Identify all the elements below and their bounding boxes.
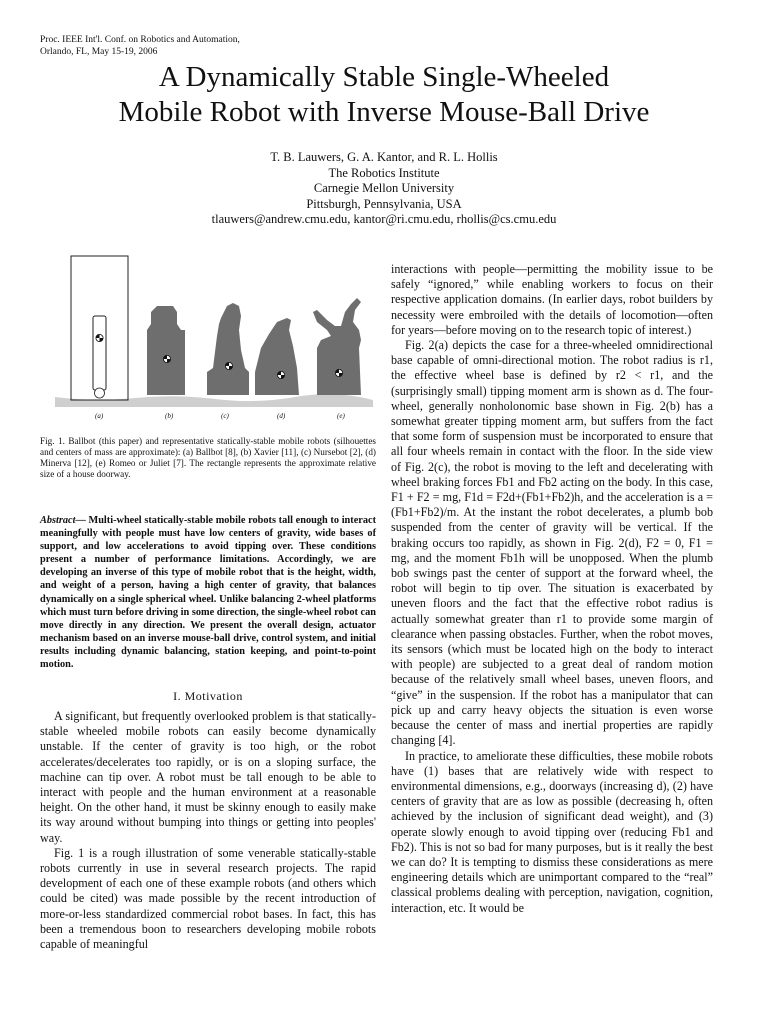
section-heading-motivation <box>40 689 376 704</box>
nursebot-silhouette <box>207 303 249 395</box>
paragraph-fig2-discussion: Fig. 2(a) depicts the case for a three-wheeled omnidirectional base capable of omni-directional motion. The robot radius is r1, the effective wheel base is defined by r2 < r1, and the (surprisingly small) tipping moment arm is shown as d. The four-wheel, generally nonholonomic base shown in Fig. 2(b) has a somewhat greater tipping moment arm, but suffers from the fact that some form of suspension must be incorporated to ensure that all four wheels remain in contact with the floor. In the side view of Fig. 2(c), the robot is moving to the left and decelerating with wheel braking forces Fb1 and Fb2 acting on the body. In this case, F1 + F2 = mg, F1d = F2d+(Fb1+Fb2)h, and the acceleration is a = (Fb1+Fb2)/m. At the instant the robot decelerates, a plumb bob suspended from the center of gravity will be vertical. If the braking occurs too rapidly, as shown in Fig. 2(d), F2 = 0, F1 = mg, and the moment Fb1h will be unopposed. When the plumb bob swings past the center of support at the forward wheel, the robot will begin to tip over. The situation is exacerbated by uneven floors and the fact that the effective robot radius is actually somewhat greater than r1 to provide some margin of clearance when passing obstacles. Further, when the robot moves, its sensors (which must be located high on the body to interact with people) are subjected to a great deal of random motion because of the relatively small wheel bases, uneven floors, and “give” in the suspension. If the robot has a manipulator that can pick up and carry heavy objects the situation is even worse because the center of mass and inertial properties are rapidly changing [4]. <box>391 338 713 748</box>
conference-line-2: Orlando, FL, May 15-19, 2006 <box>40 47 158 57</box>
nursebot-center-of-mass <box>225 362 232 369</box>
paragraph-in-practice: In practice, to ameliorate these difficulties, these mobile robots have (1) bases that are relatively wide with respect to environmental dimensions, e.g., doorways (increasing d), (2) have centers of gravity that are as low as possible (decreasing h, often achieved by the inclusion of significant dead weight), and (3) operate slowly enough to avoid tipping over (reducing Fb1 and Fb2). This is not so bad for many purposes, but is it really the best we can do? It is tempting to dismiss these considerations as mere engineering details which are unimportant compared to the “real” classical problems dealing with perception, navigation, cognition, interaction, etc. It would be <box>391 748 713 915</box>
conference-line-1: Proc. IEEE Int'l. Conf. on Robotics and Automation, <box>40 35 240 45</box>
author-location: Pittsburgh, Pennsylvania, USA <box>306 196 462 211</box>
paragraph-motivation-1: A significant, but frequently overlooked problem is that statically-stable wheeled mobile robots can easily become dynamically unstable. If the center of gravity is too high, or the robot accelerates/decelerates too rapidly, or is on a sloping surface, the machine can tip over. A robot must be tall enough to be able to interact with people and the human environment at a reasonable height. On the other hand, it must be skinny enough to easily make its way around without bumping into things or getting into peoples' way. <box>40 709 376 845</box>
ballbot-ball <box>95 388 105 398</box>
author-emails: tlauwers@andrew.cmu.edu, kantor@ri.cmu.edu, rhollis@cs.cmu.edu <box>211 212 557 226</box>
figure-label-e: (e) <box>337 412 345 420</box>
title-line-1: A Dynamically Stable Single-Wheeled <box>158 61 610 93</box>
left-column <box>40 709 376 952</box>
conference-header <box>40 34 240 58</box>
figure-1-caption: Fig. 1. Ballbot (this paper) and representative statically-stable mobile robots (silhouettes and centers of mass are approximate): (a) Ballbot [8], (b) Xavier [11], (c) Nursebot [2], (d) Minerva [12], (e) Romeo or Juliet [7]. The rectangle represents the approximate relative size of a house doorway. <box>40 436 376 480</box>
xavier-center-of-mass <box>163 355 170 362</box>
right-column <box>391 262 713 916</box>
minerva-silhouette <box>255 318 299 395</box>
paragraph-continued: interactions with people—permitting the mobility issue to be safely “ignored,” while enabling workers to focus on their respective application domains. (In earlier days, robot builders by necessity were embroiled with the details of locomotion—often for years—before moving on to the research topic of interest.) <box>391 262 713 337</box>
section-number: I. <box>173 689 182 703</box>
author-names: T. B. Lauwers, G. A. Kantor, and R. L. Hollis <box>270 150 498 164</box>
figure-1 <box>55 250 373 428</box>
romeo-center-of-mass <box>335 369 342 376</box>
ballbot-silhouette <box>93 316 106 390</box>
abstract-label: Abstract <box>40 515 76 526</box>
romeo-silhouette <box>313 298 361 395</box>
figure-label-d: (d) <box>277 412 286 420</box>
minerva-center-of-mass <box>277 371 284 378</box>
paragraph-motivation-2: Fig. 1 is a rough illustration of some venerable statically-stable robots currently in use in several research projects. The rapid development of each one of these example robots (and others which could be cited) was made possible by the recent introduction of more-or-less standardized commercial robot bases. In fact, this has been a tremendous boon to researchers developing mobile robots capable of meaningful <box>40 845 376 952</box>
author-institute: The Robotics Institute <box>328 165 440 180</box>
figure-label-b: (b) <box>165 412 174 420</box>
title-line-2: Mobile Robot with Inverse Mouse-Ball Drive <box>118 96 650 128</box>
xavier-silhouette <box>147 306 185 395</box>
robot-silhouettes-illustration <box>55 250 373 428</box>
author-university: Carnegie Mellon University <box>313 181 455 195</box>
ballbot-center-of-mass <box>96 334 103 341</box>
section-title: Motivation <box>184 689 243 703</box>
author-block <box>0 150 768 228</box>
abstract-text: — Multi-wheel statically-stable mobile robots tall enough to interact meaningfully with people must have low centers of gravity, wide bases of support, and low accelerations to avoid tipping over. These conditions present a number of performance limitations. Accordingly, we are developing an inverse of this type of mobile robot that is the height, width, and weight of a person, having a high center of gravity, that balances dynamically on a single spherical wheel. Unlike balancing 2-wheel platforms which must turn before driving in some direction, the single-wheel robot can move directly in any direction. We present the overall design, actuator mechanism based on an inverse mouse-ball drive, control system, and initial results including dynamic balancing, station keeping, and point-to-point motion. <box>40 515 376 671</box>
paper-title <box>0 60 768 130</box>
abstract <box>40 514 376 671</box>
figure-label-a: (a) <box>95 412 104 420</box>
figure-label-c: (c) <box>221 412 229 420</box>
